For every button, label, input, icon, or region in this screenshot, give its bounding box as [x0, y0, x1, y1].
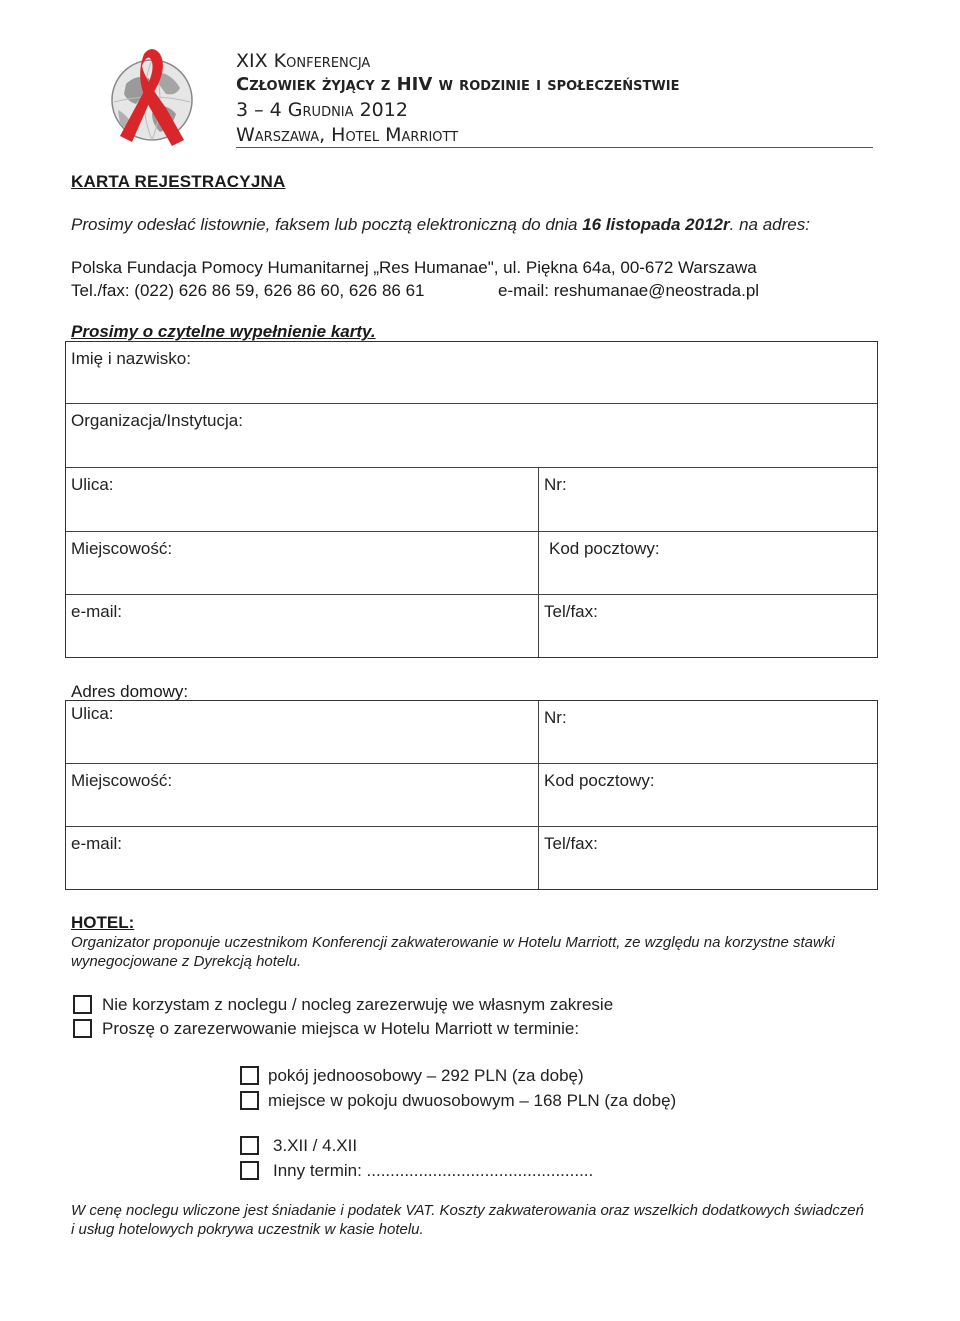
hotel-heading: HOTEL: — [71, 913, 135, 932]
no-accommodation-label: Nie korzystam z noclegu / nocleg zarezerwuję we własnym zakresie — [102, 995, 614, 1014]
date-default-label: 3.XII / 4.XII — [273, 1136, 358, 1155]
contact-email: e-mail: reshumanae@neostrada.pl — [498, 281, 760, 300]
single-room-checkbox[interactable] — [240, 1066, 259, 1085]
street-field[interactable]: Ulica: — [71, 475, 114, 494]
single-room-label: pokój jednoosobowy – 292 PLN (za dobę) — [268, 1066, 584, 1085]
registration-form — [65, 341, 878, 658]
date-other-label: Inny termin: ................................................ — [273, 1161, 594, 1180]
conference-number: XIX Konferencja — [236, 50, 371, 72]
double-room-label: miejsce w pokoju dwuosobowym – 168 PLN (za dobę) — [268, 1091, 677, 1110]
conference-date: 3 – 4 Grudnia 2012 — [236, 99, 408, 121]
telfax-field[interactable]: Tel/fax: — [544, 602, 598, 621]
date-default-checkbox[interactable] — [240, 1136, 259, 1155]
postal-code-field[interactable]: Kod pocztowy: — [549, 539, 660, 558]
home-address-form — [65, 700, 878, 890]
page-title: KARTA REJESTRACYJNA — [71, 172, 286, 191]
footer-note: W cenę noclegu wliczone jest śniadanie i podatek VAT. Koszty zakwaterowania oraz wszelkich dodatkowych świadczeń i usług hotelowych pokrywa uczestnik w kasie hotelu. — [71, 1202, 864, 1238]
book-hotel-checkbox[interactable] — [73, 1019, 92, 1038]
organization-field[interactable]: Organizacja/Instytucja: — [71, 411, 243, 430]
conference-logo — [92, 44, 202, 156]
home-email-field[interactable]: e-mail: — [71, 834, 123, 853]
home-city-field[interactable]: Miejscowość: — [71, 771, 173, 790]
date-other-checkbox[interactable] — [240, 1161, 259, 1180]
home-street-field[interactable]: Ulica: — [71, 704, 114, 723]
intro-text: Prosimy odesłać listownie, faksem lub pocztą elektroniczną do dnia 16 listopada 2012r. na adres: — [71, 215, 810, 234]
name-field[interactable]: Imię i nazwisko: — [71, 349, 191, 368]
header-rule — [236, 147, 873, 148]
conference-title: Człowiek żyjący z HIV w rodzinie i społeczeństwie — [236, 74, 680, 95]
home-telfax-field[interactable]: Tel/fax: — [544, 834, 598, 853]
city-field[interactable]: Miejscowość: — [71, 539, 173, 558]
home-address-label: Adres domowy: — [71, 682, 189, 701]
book-hotel-label: Proszę o zarezerwowanie miejsca w Hotelu Marriott w terminie: — [102, 1019, 580, 1038]
no-accommodation-checkbox[interactable] — [73, 995, 92, 1014]
hotel-description: Organizator proponuje uczestnikom Konferencji zakwaterowanie w Hotelu Marriott, ze względu na korzystne stawki wynegocjowane z Dyrekcją hotelu. — [71, 934, 835, 970]
home-postal-code-field[interactable]: Kod pocztowy: — [544, 771, 655, 790]
phone-line: Tel./fax: (022) 626 86 59, 626 86 60, 626 86 61 — [71, 281, 425, 300]
email-field[interactable]: e-mail: — [71, 602, 123, 621]
double-room-checkbox[interactable] — [240, 1091, 259, 1110]
fill-instruction: Prosimy o czytelne wypełnienie karty. — [71, 322, 376, 341]
number-field[interactable]: Nr: — [544, 475, 567, 494]
home-number-field[interactable]: Nr: — [544, 708, 567, 727]
conference-venue: Warszawa, Hotel Marriott — [236, 124, 459, 146]
address-line: Polska Fundacja Pomocy Humanitarnej „Res Humanae", ul. Piękna 64a, 00-672 Warszawa — [71, 258, 757, 277]
